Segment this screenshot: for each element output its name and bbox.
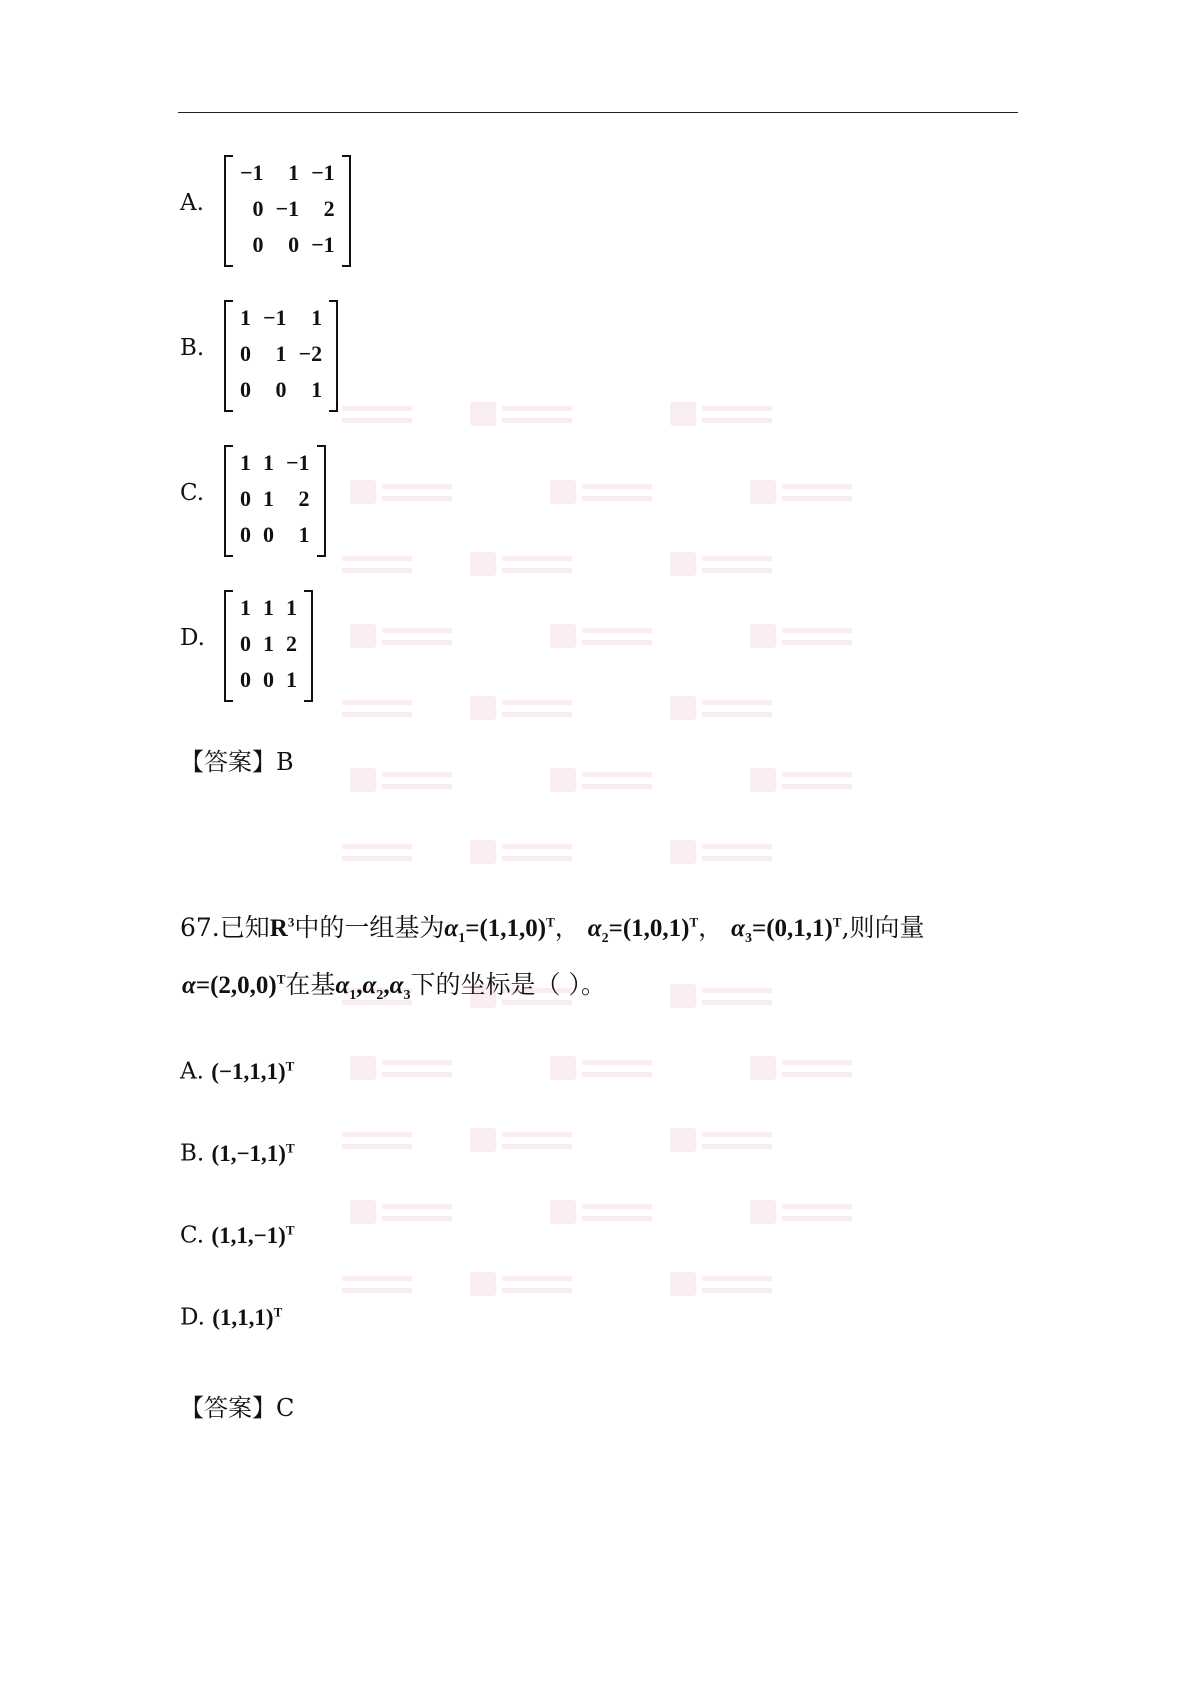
watermark-logo	[670, 1270, 780, 1300]
header-rule	[178, 112, 1018, 113]
matrix-option-c	[224, 445, 326, 553]
watermark-logo	[670, 694, 780, 724]
matrix-option-d	[224, 590, 313, 698]
watermark-logo	[470, 400, 580, 430]
option-label-d: D.	[180, 625, 205, 651]
matrix-cell: 2	[286, 631, 297, 656]
math-space: $R^3$	[269, 914, 295, 942]
watermark-logo	[470, 694, 580, 724]
watermark-logo	[470, 1270, 580, 1300]
watermark-logo	[350, 1054, 460, 1084]
watermark-logo	[470, 550, 580, 580]
matrix-cell: 2	[323, 196, 335, 221]
answer-value: B	[276, 748, 294, 776]
matrix-cell: 1	[240, 450, 251, 475]
watermark-logo	[670, 550, 780, 580]
matrix-cell: −1	[263, 305, 287, 330]
matrix-cell: −1	[311, 160, 335, 185]
watermark-logo	[310, 550, 420, 580]
vector-value: $(1,1,1)^T$	[212, 1304, 283, 1330]
matrix-cell: 0	[240, 667, 251, 692]
vector-value: $(1,1,-1)^T$	[211, 1222, 295, 1248]
question-text: 中的一组基为	[294, 913, 445, 942]
question-text: 在基	[285, 970, 336, 999]
matrix-cell: 1	[298, 522, 310, 547]
watermark-logo	[750, 1054, 860, 1084]
matrix-cell: 0	[240, 631, 251, 656]
answer-prefix: 【答案】	[180, 1394, 276, 1422]
answer-value: C	[276, 1394, 295, 1422]
watermark-logo	[310, 694, 420, 724]
matrix-cell: 1	[311, 377, 323, 402]
matrix-cell: 1	[263, 631, 274, 656]
option-label-a: A.	[180, 190, 204, 216]
answer-q66	[180, 742, 294, 777]
vector-value: $(1,-1,1)^T$	[211, 1140, 295, 1166]
question-text: 已知	[219, 913, 270, 942]
watermark-logo	[310, 1126, 420, 1156]
matrix-cell: −1	[286, 450, 310, 475]
matrix-option-b	[224, 300, 338, 408]
matrix-cell: 0	[252, 232, 264, 257]
answer-prefix: 【答案】	[180, 748, 276, 776]
answer-q67	[180, 1388, 294, 1423]
question-67-line2	[182, 965, 606, 1004]
matrix-cell: 0	[275, 377, 287, 402]
matrix-cell: −1	[311, 232, 335, 257]
matrix-cell: 1	[263, 450, 274, 475]
watermark-logo	[750, 766, 860, 796]
watermark-logo	[310, 1270, 420, 1300]
math-basis: $\alpha_1,\alpha_2,\alpha_3$	[335, 972, 411, 1003]
math-alpha3: $\alpha_3=(0,1,1)^T$	[731, 914, 842, 946]
matrix-cell: 0	[240, 377, 251, 402]
watermark-logo	[670, 982, 780, 1012]
question-number: 67.	[180, 913, 220, 942]
option-q67-a: A. $(-1,1,1)^T$	[180, 1058, 295, 1085]
question-67-line1: 67.已知$R^3$中的一组基为$\alpha_1=(1,1,0)^T$， $\alpha_2=(1,0,1)^T$， $\alpha_3=(0,1,1)^T$,则向量	[180, 913, 925, 946]
watermark-logo	[750, 622, 860, 652]
matrix-cell: 1	[263, 595, 274, 620]
matrix-cell: 1	[263, 486, 274, 511]
option-q67-d: D. $(1,1,1)^T$	[180, 1304, 283, 1331]
matrix-cell: 1	[275, 341, 287, 366]
matrix-cell: −1	[275, 196, 300, 221]
watermark-logo	[470, 838, 580, 868]
question-text: ,则向量	[841, 913, 925, 942]
question-text: 下的坐标是（ ）。	[410, 970, 606, 999]
matrix-option-a	[224, 155, 351, 263]
watermark-logo	[550, 478, 660, 508]
matrix-cell: 1	[240, 305, 251, 330]
matrix-cell: 2	[298, 486, 310, 511]
matrix-cell: 0	[288, 232, 300, 257]
math-alpha: $\alpha=(2,0,0)^T$	[182, 971, 286, 999]
matrix-cell: 0	[263, 522, 274, 547]
option-label-c: C.	[180, 480, 205, 506]
watermark-logo	[550, 622, 660, 652]
matrix-cell: 1	[286, 667, 297, 692]
watermark-logo	[550, 1054, 660, 1084]
matrix-cell: 0	[240, 341, 251, 366]
option-label-b: B.	[180, 335, 205, 361]
matrix-cell: 0	[252, 196, 264, 221]
matrix-cell: 0	[263, 667, 274, 692]
option-q67-c: C. $(1,1,-1)^T$	[180, 1222, 295, 1249]
matrix-cell: −2	[298, 341, 323, 366]
watermark-logo	[670, 1126, 780, 1156]
watermark-logo	[670, 400, 780, 430]
watermark-logo	[750, 478, 860, 508]
math-alpha2: $\alpha_2=(1,0,1)^T$	[587, 914, 699, 946]
math-alpha1: $\alpha_1=(1,1,0)^T$	[444, 914, 555, 946]
watermark-logo	[670, 838, 780, 868]
watermark-logo	[550, 1198, 660, 1228]
watermark-logo	[470, 1126, 580, 1156]
matrix-cell: 1	[240, 595, 251, 620]
matrix-cell: 1	[311, 305, 323, 330]
matrix-cell: 1	[288, 160, 300, 185]
watermark-logo	[750, 1198, 860, 1228]
matrix-cell: 0	[240, 522, 251, 547]
vector-value: $(-1,1,1)^T$	[211, 1058, 295, 1084]
watermark-logo	[350, 1198, 460, 1228]
matrix-cell: −1	[240, 160, 264, 185]
watermark-logo	[550, 766, 660, 796]
option-q67-b: B. $(1,-1,1)^T$	[180, 1140, 295, 1167]
matrix-cell: 1	[286, 595, 297, 620]
watermark-logo	[310, 838, 420, 868]
matrix-cell: 0	[240, 486, 251, 511]
watermark-logo	[350, 478, 460, 508]
watermark-logo	[350, 622, 460, 652]
watermark-logo	[350, 766, 460, 796]
